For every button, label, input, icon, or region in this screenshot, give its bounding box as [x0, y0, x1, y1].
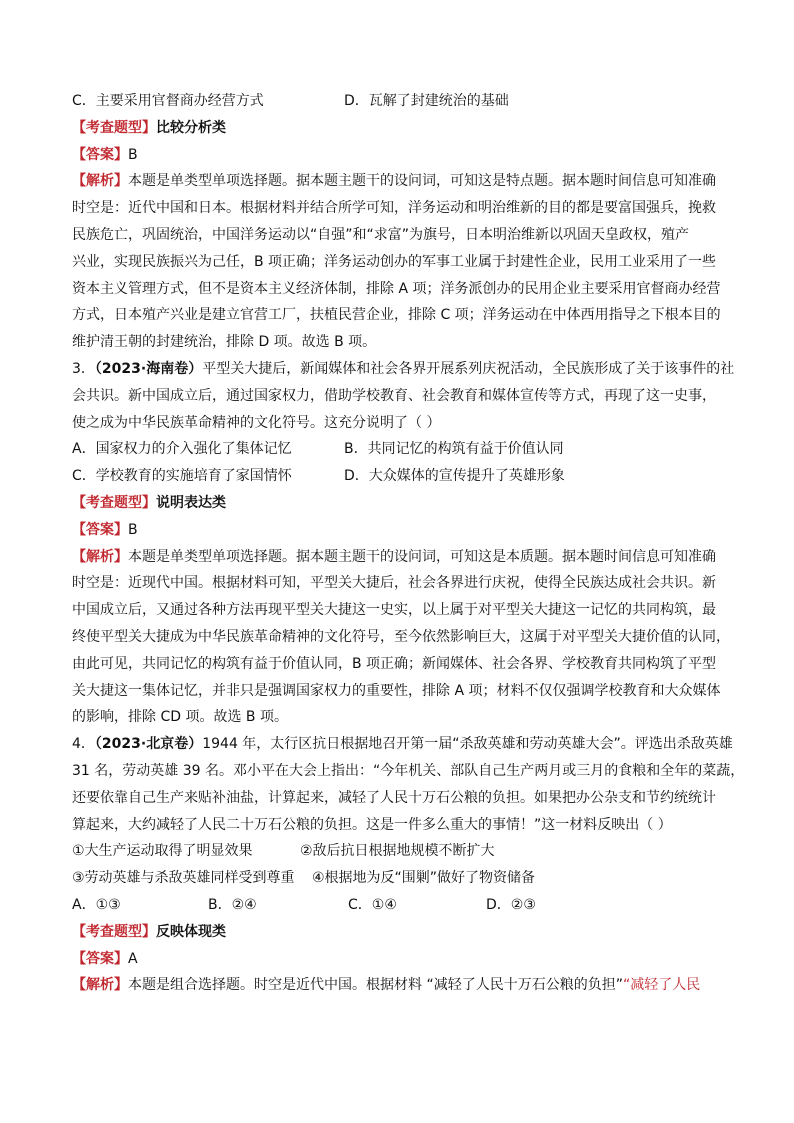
q3-stem-line — [72, 356, 735, 383]
q4-options — [72, 892, 722, 919]
q4-analysis-line — [72, 972, 722, 999]
q4-item-3: ③劳动英雄与杀敌英雄同样受到尊重 — [72, 870, 295, 887]
analysis-tag: 【解析】 — [72, 548, 128, 565]
q2-option-d: D．瓦解了封建统治的基础 — [344, 93, 509, 109]
q4-item-2: ②敌后抗日根据地规模不断扩大 — [300, 843, 495, 860]
q3-type-line — [72, 490, 722, 517]
q3-number: 3． — [72, 360, 95, 377]
q3-stem-line: 会共识。新中国成立后，通过国家权力，借助学校教育、社会教育和媒体宣传等方式，再现了这一史事， — [72, 387, 716, 404]
answer-tag: 【答案】 — [72, 521, 128, 538]
analysis-tag: 【解析】 — [72, 173, 128, 190]
q3-option-c: C．学校教育的实施培育了家国情怀 — [72, 468, 292, 485]
q3-answer-line — [72, 517, 722, 544]
q2-type-line — [72, 115, 722, 142]
q3-option-a: A．国家权力的介入强化了集体记忆 — [72, 441, 292, 458]
q4-source: （2023·北京卷） — [94, 736, 203, 753]
q4-stem-line — [72, 731, 733, 758]
q4-stem-text: 1944 年，太行区抗日根据地召开第一届“杀敌英雄和劳动英雄大会”。评选出杀敌英雄 — [202, 736, 733, 753]
analysis-tag: 【解析】 — [72, 977, 128, 994]
q4-option-b: B．②④ — [208, 896, 257, 913]
q4-item-1: ①大生产运动取得了明显效果 — [72, 843, 253, 860]
q3-options-ab — [72, 436, 722, 463]
q4-option-c: C．①④ — [348, 896, 397, 913]
q4-option-d: D．②③ — [486, 896, 536, 913]
analysis-highlight: “减轻了人民 — [622, 977, 701, 994]
answer-tag: 【答案】 — [72, 950, 128, 967]
q4-item-4: ④根据地为反“围剿”做好了物资储备 — [312, 870, 536, 887]
q2-analysis-line — [72, 168, 722, 195]
q3-analysis-line: 关大捷这一集体记忆，并非只是强调国家权力的重要性，排除 A 项；材料不仅仅强调学校教育和大众媒体 — [72, 682, 721, 699]
q4-items-12 — [72, 838, 722, 865]
q3-analysis-line: 时空是：近现代中国。根据材料可知，平型关大捷后，社会各界进行庆祝，使得全民族达成社会共识。新 — [72, 575, 716, 592]
type-text: 反映体现类 — [156, 923, 226, 940]
q4-stem-line: 31 名，劳动英雄 39 名。邓小平在大会上指出：“今年机关、部队自己生产两月或三月的食粮和全年的菜蔬， — [72, 762, 745, 779]
q2-analysis-line: 资本主义管理方式，但不是资本主义经济体制，排除 A 项；洋务派创办的民用企业主要采用官督商办经营 — [72, 280, 721, 297]
q3-source: （2023·海南卷） — [94, 360, 203, 377]
analysis-text: 本题是单类型单项选择题。据本题主题干的设问词，可知这是本质题。据本题时间信息可知准确 — [128, 548, 716, 565]
q3-analysis-line: 中国成立后，又通过各种方法再现平型关大捷这一史实，以上属于对平型关大捷这一记忆的共同构筑，最 — [72, 602, 716, 619]
q4-stem-line: 还要依靠自己生产来贴补油盐，计算起来，减轻了人民十万石公粮的负担。如果把办公杂支和节约统统计 — [72, 789, 716, 806]
q3-analysis-line — [72, 544, 722, 571]
answer-text: B — [128, 521, 138, 538]
q4-type-line — [72, 919, 722, 946]
type-tag: 【考查题型】 — [72, 494, 156, 511]
q2-analysis-line: 维护清王朝的封建统治，排除 D 项。故选 B 项。 — [72, 334, 377, 351]
q3-option-d: D．大众媒体的宣传提升了英雄形象 — [344, 468, 565, 485]
q2-analysis-line: 兴业，实现民族振兴为己任，B 项正确；洋务运动创办的军事工业属于封建性企业，民用工业采用了一些 — [72, 253, 717, 270]
q4-number: 4． — [72, 736, 95, 753]
q2-analysis-line: 时空是：近代中国和日本。根据材料并结合所学可知，洋务运动和明治维新的目的都是要富国强兵，挽救 — [72, 200, 716, 217]
q4-items-34 — [72, 865, 722, 892]
q3-options-cd — [72, 463, 722, 490]
q3-analysis-line: 终使平型关大捷成为中华民族革命精神的文化符号，至今依然影响巨大，这属于对平型关大捷价值的认同， — [72, 628, 730, 645]
answer-text: A — [128, 950, 138, 967]
q4-answer-line — [72, 946, 722, 973]
analysis-text: 本题是组合选择题。时空是近代中国。根据材料 “减轻了人民十万石公粮的负担” — [128, 977, 623, 994]
q3-stem-line: 使之成为中华民族革命精神的文化符号。这充分说明了（ ） — [72, 414, 441, 431]
answer-tag: 【答案】 — [72, 146, 128, 163]
q4-stem-line: 算起来，大约减轻了人民二十万石公粮的负担。这是一件多么重大的事情！”这一材料反映出（ ） — [72, 816, 672, 833]
q2-option-c: C．主要采用官督商办经营方式 — [72, 93, 264, 109]
type-text: 比较分析类 — [156, 119, 226, 136]
q3-stem-text: 平型关大捷后，新闻媒体和社会各界开展系列庆祝活动，全民族形成了关于该事件的社 — [202, 360, 735, 377]
q3-analysis-line: 由此可见，共同记忆的构筑有益于价值认同，B 项正确；新闻媒体、社会各界、学校教育共同构筑了平型 — [72, 655, 717, 672]
q4-option-a: A．①③ — [72, 896, 121, 913]
type-text: 说明表达类 — [156, 494, 226, 511]
q3-option-b: B．共同记忆的构筑有益于价值认同 — [344, 441, 564, 458]
q2-analysis-line: 民族危亡，巩固统治，中国洋务运动以“自强”和“求富”为旗号，日本明治维新以巩固天皇政权，殖产 — [72, 226, 690, 243]
q2-options-cd — [72, 88, 722, 115]
q2-answer-line — [72, 142, 722, 169]
q3-analysis-line: 的影响，排除 CD 项。故选 B 项。 — [72, 709, 288, 726]
answer-text: B — [128, 146, 138, 163]
type-tag: 【考查题型】 — [72, 119, 156, 136]
document-page — [72, 88, 745, 999]
q2-analysis-line: 方式，日本殖产兴业是建立官营工厂，扶植民营企业，排除 C 项；洋务运动在中体西用指导之下根本目的 — [72, 307, 721, 324]
analysis-text: 本题是单类型单项选择题。据本题主题干的设问词，可知这是特点题。据本题时间信息可知准确 — [128, 173, 716, 190]
type-tag: 【考查题型】 — [72, 923, 156, 940]
